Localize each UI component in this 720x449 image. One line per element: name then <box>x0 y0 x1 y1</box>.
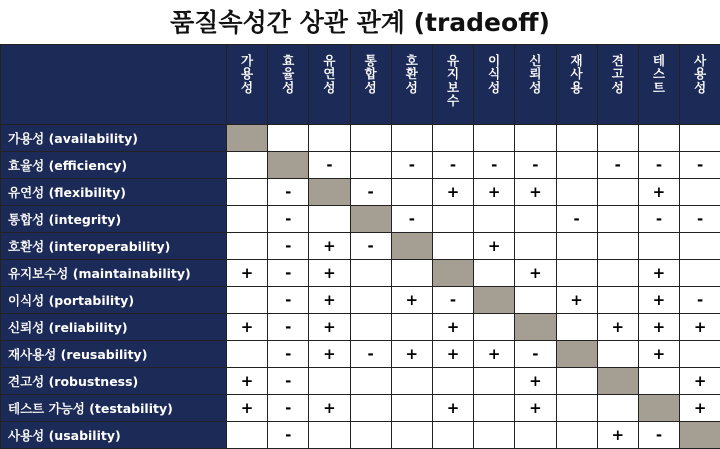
matrix-cell: - <box>432 287 473 314</box>
matrix-cell: + <box>474 179 515 206</box>
matrix-cell <box>227 233 268 260</box>
matrix-cell: + <box>227 314 268 341</box>
diagonal-cell <box>268 152 309 179</box>
matrix-cell <box>680 125 720 152</box>
table-row <box>1 368 720 395</box>
matrix-cell <box>227 179 268 206</box>
matrix-cell <box>432 206 473 233</box>
matrix-cell <box>638 368 679 395</box>
column-header <box>597 45 638 125</box>
row-header: 이식성 (portability) <box>1 287 227 314</box>
matrix-cell <box>597 260 638 287</box>
table-row <box>1 422 720 449</box>
matrix-cell: + <box>309 233 350 260</box>
matrix-cell <box>350 152 391 179</box>
matrix-cell: - <box>309 152 350 179</box>
matrix-cell <box>474 314 515 341</box>
row-header: 유연성 (flexibility) <box>1 179 227 206</box>
matrix-cell: + <box>474 341 515 368</box>
matrix-cell: + <box>597 314 638 341</box>
diagonal-cell <box>391 233 432 260</box>
matrix-cell: + <box>227 395 268 422</box>
diagonal-cell <box>556 341 597 368</box>
matrix-cell: - <box>391 152 432 179</box>
matrix-cell <box>350 368 391 395</box>
matrix-cell <box>268 125 309 152</box>
row-header: 사용성 (usability) <box>1 422 227 449</box>
matrix-cell: - <box>268 422 309 449</box>
matrix-cell <box>309 368 350 395</box>
matrix-cell: - <box>268 314 309 341</box>
column-header <box>350 45 391 125</box>
column-header <box>309 45 350 125</box>
row-header: 통합성 (integrity) <box>1 206 227 233</box>
matrix-cell: + <box>309 314 350 341</box>
column-header-label: 재사용 <box>570 54 584 94</box>
matrix-cell: - <box>638 152 679 179</box>
matrix-cell <box>350 125 391 152</box>
matrix-cell: - <box>268 287 309 314</box>
diagonal-cell <box>432 260 473 287</box>
matrix-cell: + <box>432 314 473 341</box>
diagonal-cell <box>515 314 556 341</box>
row-header: 호환성 (interoperability) <box>1 233 227 260</box>
matrix-cell: + <box>309 341 350 368</box>
table-row <box>1 341 720 368</box>
matrix-cell <box>309 422 350 449</box>
matrix-cell <box>556 314 597 341</box>
matrix-cell <box>391 422 432 449</box>
diagonal-cell <box>597 368 638 395</box>
column-header-label: 가용성 <box>240 54 254 94</box>
matrix-cell <box>638 125 679 152</box>
matrix-cell <box>597 287 638 314</box>
matrix-cell <box>391 260 432 287</box>
table-row <box>1 125 720 152</box>
diagonal-cell <box>638 395 679 422</box>
matrix-cell: - <box>474 152 515 179</box>
page-title: 품질속성간 상관 관계 (tradeoff) <box>0 0 720 44</box>
matrix-cell <box>680 179 720 206</box>
column-header-label: 효율성 <box>281 54 295 94</box>
matrix-cell: + <box>309 395 350 422</box>
matrix-cell <box>556 368 597 395</box>
matrix-cell: + <box>638 287 679 314</box>
row-header: 유지보수성 (maintainability) <box>1 260 227 287</box>
matrix-cell: - <box>597 152 638 179</box>
matrix-cell: - <box>638 422 679 449</box>
tradeoff-table <box>0 44 720 449</box>
table-row <box>1 179 720 206</box>
matrix-cell <box>474 125 515 152</box>
row-header: 견고성 (robustness) <box>1 368 227 395</box>
column-header <box>556 45 597 125</box>
matrix-cell <box>597 233 638 260</box>
matrix-cell <box>597 395 638 422</box>
matrix-cell: - <box>556 206 597 233</box>
matrix-cell: + <box>597 422 638 449</box>
matrix-cell: - <box>268 206 309 233</box>
matrix-cell <box>432 422 473 449</box>
table-row <box>1 233 720 260</box>
diagonal-cell <box>309 179 350 206</box>
matrix-cell: + <box>515 395 556 422</box>
matrix-cell <box>391 395 432 422</box>
matrix-cell <box>474 368 515 395</box>
matrix-cell <box>556 233 597 260</box>
matrix-cell <box>556 125 597 152</box>
matrix-cell <box>597 179 638 206</box>
matrix-cell: - <box>350 179 391 206</box>
matrix-cell <box>227 341 268 368</box>
matrix-body <box>1 125 720 449</box>
matrix-cell <box>556 179 597 206</box>
matrix-cell <box>680 260 720 287</box>
matrix-cell <box>597 206 638 233</box>
column-header <box>515 45 556 125</box>
column-header-label: 유지보수 <box>446 54 460 108</box>
column-header-label: 견고성 <box>611 54 625 94</box>
column-header-label: 이식성 <box>487 54 501 94</box>
column-header-label: 신뢰성 <box>528 54 542 94</box>
matrix-cell: + <box>515 368 556 395</box>
column-header-row <box>1 45 720 125</box>
matrix-cell: - <box>680 287 720 314</box>
matrix-cell: + <box>309 260 350 287</box>
column-header <box>227 45 268 125</box>
matrix-cell <box>556 152 597 179</box>
matrix-cell <box>515 206 556 233</box>
matrix-cell: - <box>432 152 473 179</box>
row-header: 효율성 (efficiency) <box>1 152 227 179</box>
matrix-cell: + <box>638 314 679 341</box>
matrix-cell: + <box>680 314 720 341</box>
matrix-cell <box>680 341 720 368</box>
column-header-label: 호환성 <box>405 54 419 94</box>
table-row <box>1 287 720 314</box>
column-header <box>638 45 679 125</box>
matrix-cell <box>227 287 268 314</box>
matrix-cell <box>350 260 391 287</box>
matrix-cell: + <box>432 179 473 206</box>
diagonal-cell <box>350 206 391 233</box>
matrix-cell <box>350 314 391 341</box>
column-header-label: 유연성 <box>322 54 336 94</box>
matrix-cell: - <box>268 368 309 395</box>
matrix-cell <box>309 125 350 152</box>
column-header-label: 사용성 <box>693 54 707 94</box>
matrix-cell: - <box>515 341 556 368</box>
matrix-cell: + <box>515 260 556 287</box>
matrix-cell <box>227 152 268 179</box>
matrix-cell <box>391 368 432 395</box>
matrix-cell: - <box>268 233 309 260</box>
tradeoff-matrix <box>0 44 720 446</box>
matrix-cell <box>556 395 597 422</box>
matrix-cell: + <box>638 179 679 206</box>
table-row <box>1 260 720 287</box>
matrix-cell: + <box>680 395 720 422</box>
matrix-cell: + <box>515 179 556 206</box>
corner-cell <box>1 45 227 125</box>
table-row <box>1 314 720 341</box>
matrix-cell <box>638 233 679 260</box>
matrix-cell <box>350 422 391 449</box>
column-header <box>268 45 309 125</box>
matrix-cell <box>391 125 432 152</box>
matrix-cell <box>432 368 473 395</box>
matrix-cell <box>227 206 268 233</box>
matrix-cell <box>515 233 556 260</box>
matrix-cell: - <box>268 395 309 422</box>
matrix-cell: - <box>638 206 679 233</box>
column-header <box>391 45 432 125</box>
matrix-cell <box>474 260 515 287</box>
matrix-cell: + <box>391 341 432 368</box>
matrix-cell: + <box>391 287 432 314</box>
matrix-cell <box>309 206 350 233</box>
row-header: 재사용성 (reusability) <box>1 341 227 368</box>
matrix-cell: - <box>268 260 309 287</box>
matrix-cell: + <box>556 287 597 314</box>
matrix-cell: - <box>680 206 720 233</box>
matrix-cell <box>597 125 638 152</box>
matrix-cell: - <box>680 152 720 179</box>
diagonal-cell <box>474 287 515 314</box>
matrix-cell <box>474 395 515 422</box>
column-header <box>432 45 473 125</box>
matrix-cell: - <box>268 179 309 206</box>
matrix-cell <box>474 206 515 233</box>
column-header-label: 테스트 <box>652 54 666 94</box>
matrix-cell <box>350 395 391 422</box>
row-header: 신뢰성 (reliability) <box>1 314 227 341</box>
matrix-cell: + <box>474 233 515 260</box>
matrix-cell: + <box>638 260 679 287</box>
matrix-cell <box>474 422 515 449</box>
matrix-cell: + <box>227 368 268 395</box>
row-header: 테스트 가능성 (testability) <box>1 395 227 422</box>
matrix-cell <box>680 233 720 260</box>
row-header: 가용성 (availability) <box>1 125 227 152</box>
matrix-cell <box>227 422 268 449</box>
diagonal-cell <box>227 125 268 152</box>
matrix-cell <box>391 314 432 341</box>
matrix-cell: - <box>350 233 391 260</box>
matrix-cell <box>432 233 473 260</box>
table-row <box>1 152 720 179</box>
diagonal-cell <box>680 422 720 449</box>
matrix-cell: - <box>515 152 556 179</box>
matrix-cell: + <box>638 341 679 368</box>
matrix-cell <box>515 422 556 449</box>
matrix-cell: + <box>432 395 473 422</box>
matrix-cell <box>515 125 556 152</box>
matrix-cell: + <box>680 368 720 395</box>
matrix-cell <box>350 287 391 314</box>
table-row <box>1 395 720 422</box>
column-header-label: 통합성 <box>364 54 378 94</box>
matrix-cell: + <box>227 260 268 287</box>
matrix-cell: + <box>309 287 350 314</box>
column-header <box>680 45 720 125</box>
table-row <box>1 206 720 233</box>
matrix-cell <box>597 341 638 368</box>
matrix-cell: - <box>268 341 309 368</box>
matrix-cell: + <box>432 341 473 368</box>
matrix-cell <box>432 125 473 152</box>
matrix-cell <box>391 179 432 206</box>
column-header <box>474 45 515 125</box>
matrix-cell <box>556 422 597 449</box>
matrix-cell <box>556 260 597 287</box>
matrix-cell <box>515 287 556 314</box>
matrix-cell: - <box>391 206 432 233</box>
matrix-cell: - <box>350 341 391 368</box>
